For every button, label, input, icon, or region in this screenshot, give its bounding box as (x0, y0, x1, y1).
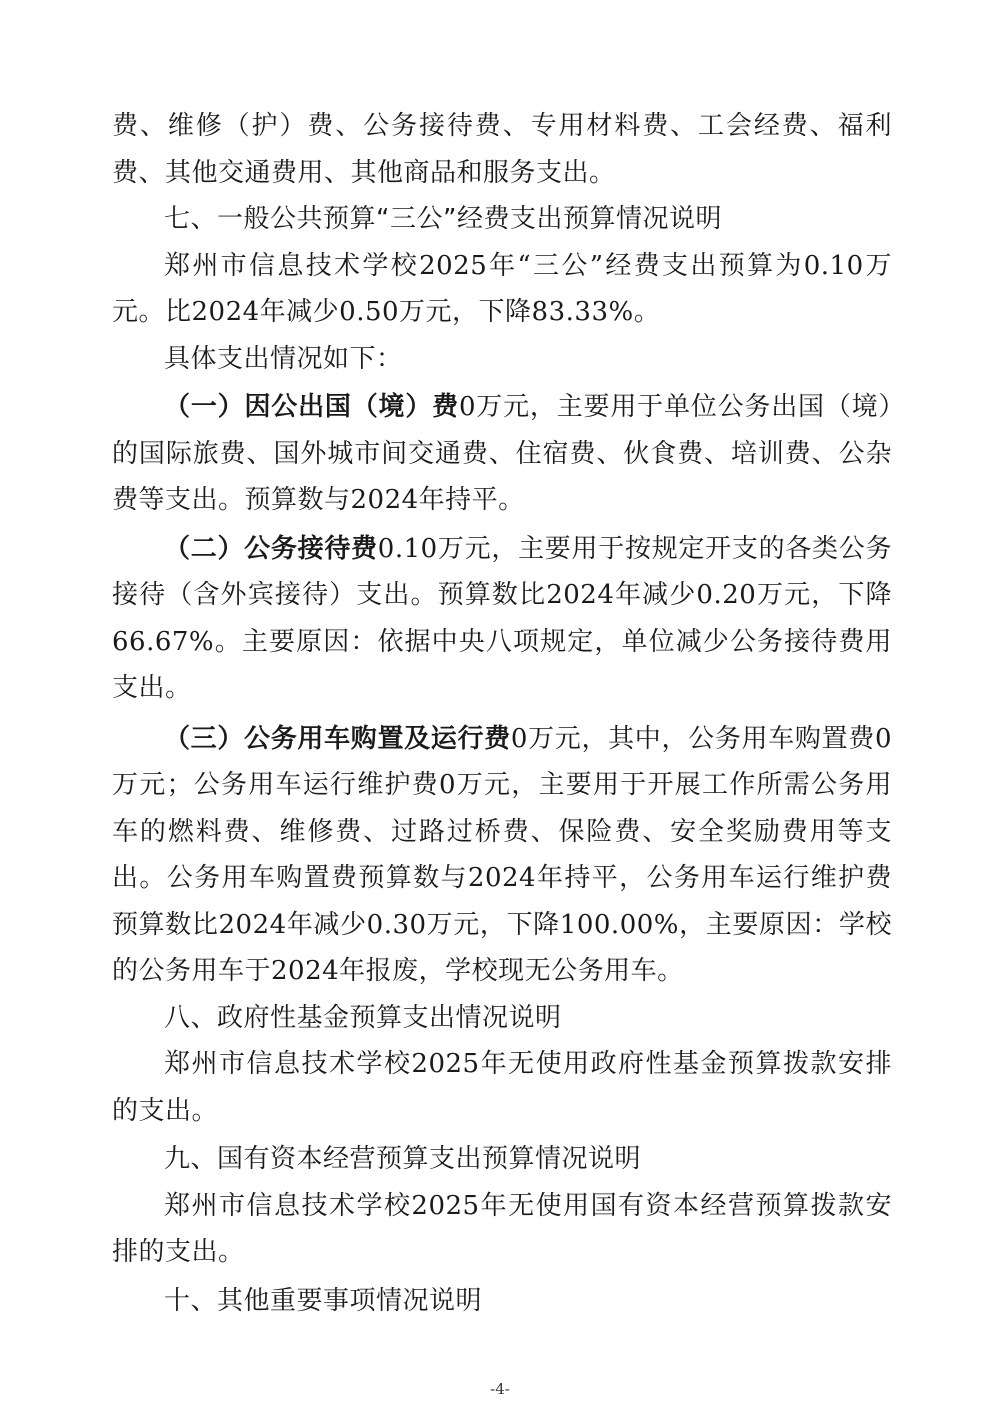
paragraph-item-2 (112, 526, 892, 712)
paragraph-details-intro: 具体支出情况如下： (164, 343, 403, 374)
paragraph-government-fund: 郑州市信息技术学校2025年无使用政府性基金预算拨款安排的支出。 (112, 1049, 892, 1126)
section-heading-7: 七、一般公共预算“三公”经费支出预算情况说明 (164, 204, 722, 234)
paragraph-item-3 (112, 716, 892, 995)
section-heading-10: 十、其他重要事项情况说明 (164, 1285, 483, 1316)
item-2-title: （二）公务接待费 (164, 533, 378, 564)
paragraph-item-1 (112, 384, 892, 524)
paragraph-three-public-total: 郑州市信息技术学校2025年“三公”经费支出预算为0.10万元。比2024年减少0.50万元，下降83.33%。 (112, 250, 892, 327)
item-1-title: （一）因公出国（境）费 (164, 392, 459, 422)
page-number: -4- (490, 1380, 510, 1398)
paragraph-continued: 费、维修（护）费、公务接待费、专用材料费、工会经费、福利费、其他交通费用、其他商品和服务支出。 (112, 111, 892, 188)
document-body (112, 103, 892, 1324)
section-heading-8: 八、政府性基金预算支出情况说明 (164, 1002, 562, 1033)
section-heading-9: 九、国有资本经营预算支出预算情况说明 (164, 1144, 642, 1174)
paragraph-state-capital: 郑州市信息技术学校2025年无使用国有资本经营预算拨款安排的支出。 (112, 1190, 892, 1267)
item-1-body: 0万元，主要用于单位公务出国（境）的国际旅费、国外城市间交通费、住宿费、伙食费、培训费、公杂费等支出。预算数与2024年持平。 (112, 392, 892, 515)
item-2-body: 0.10万元，主要用于按规定开支的各类公务接待（含外宾接待）支出。预算数比2024年减少0.20万元，下降66.67%。主要原因：依据中央八项规定，单位减少公务接待费用支出。 (112, 533, 892, 703)
item-3-title: （三）公务用车购置及运行费 (164, 723, 511, 754)
item-3-body: 0万元，其中，公务用车购置费0万元；公务用车运行维护费0万元，主要用于开展工作所需公务用车的燃料费、维修费、过路过桥费、保险费、安全奖励费用等支出。公务用车购置费预算数与2024年持平，公务用车运行维护费预算数比2024年减少0.30万元，下降100.00%，主要原因：学校的公务用车于2024年报废，学校现无公务用车。 (112, 723, 892, 986)
